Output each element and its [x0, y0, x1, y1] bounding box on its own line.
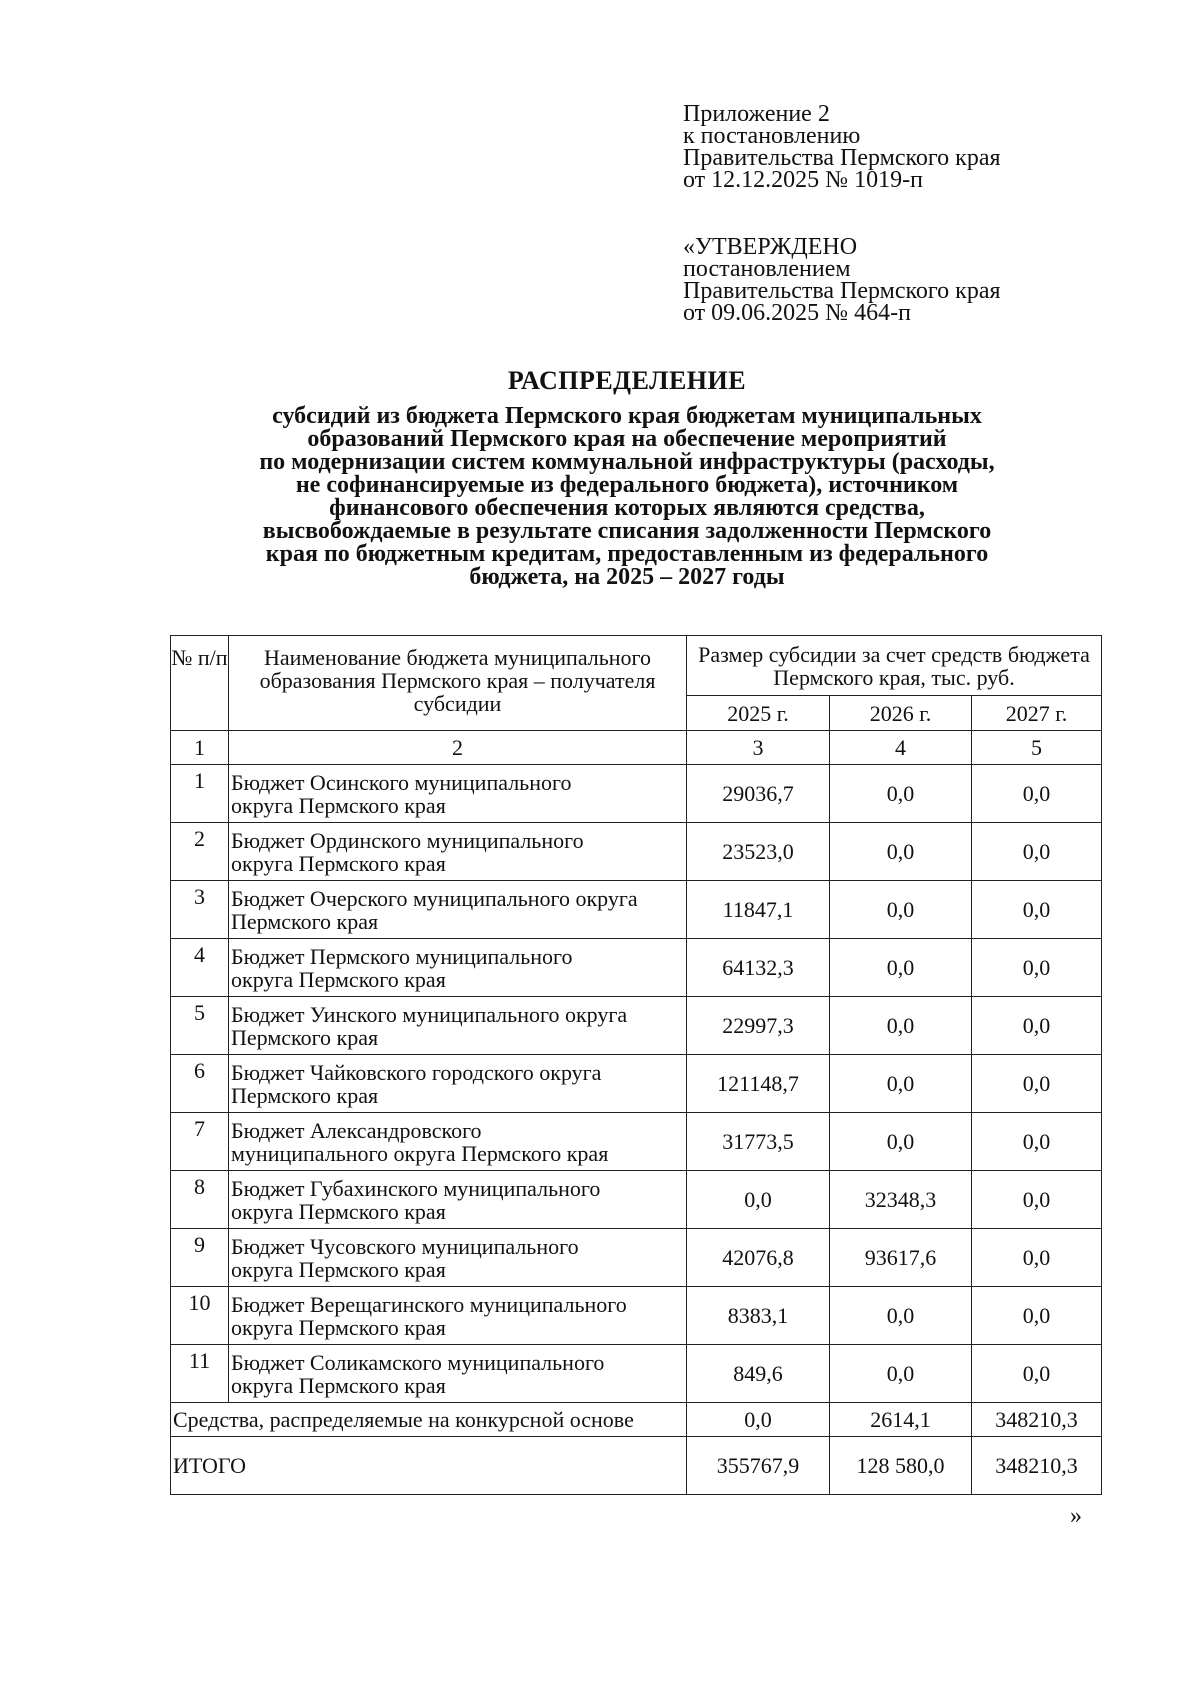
value-2027: 0,0: [972, 1287, 1102, 1345]
value-2025: 23523,0: [687, 823, 830, 881]
value-2026: 0,0: [830, 997, 972, 1055]
row-number: 11: [171, 1345, 229, 1403]
competitive-funds-label: Средства, распределяемые на конкурсной основе: [171, 1403, 687, 1437]
subtitle-line: не софинансируемые из федерального бюджета), источником: [295, 472, 959, 498]
row-number: 5: [171, 997, 229, 1055]
value-2025: 11847,1: [687, 881, 830, 939]
value-2026: 0,0: [830, 765, 972, 823]
value-2026: 0,0: [830, 1113, 972, 1171]
value-2025: 42076,8: [687, 1229, 830, 1287]
row-number: 8: [171, 1171, 229, 1229]
subtitle-line: края по бюджетным кредитам, предоставленным из федерального: [265, 541, 989, 567]
table-row: [171, 1287, 1102, 1345]
document-subtitle: [170, 405, 1084, 589]
table-row: [171, 881, 1102, 939]
value-2026: 0,0: [830, 939, 972, 997]
recipient-name: Бюджет Чусовского муниципального округа Пермского края: [229, 1229, 687, 1287]
value-2027: 0,0: [972, 1113, 1102, 1171]
total-2026: 128 580,0: [830, 1437, 972, 1495]
value-2026: 93617,6: [830, 1229, 972, 1287]
appendix-line: Приложение 2: [683, 101, 830, 127]
recipient-name: Бюджет Чайковского городского округа Пермского края: [229, 1055, 687, 1113]
recipient-name: Бюджет Пермского муниципального округа Пермского края: [229, 939, 687, 997]
row-number: 1: [171, 765, 229, 823]
appendix-line: от 12.12.2025 № 1019-п: [683, 167, 923, 193]
table-column-index-row: [171, 731, 1102, 765]
value-2026: 0,0: [830, 1345, 972, 1403]
total-label: ИТОГО: [171, 1437, 687, 1495]
recipient-name: Бюджет Осинского муниципального округа Пермского края: [229, 765, 687, 823]
subtitle-line: по модернизации систем коммунальной инфраструктуры (расходы,: [259, 449, 995, 475]
header-year-2026: 2026 г.: [830, 696, 972, 731]
recipient-name: Бюджет Очерского муниципального округа Пермского края: [229, 881, 687, 939]
total-2025: 355767,9: [687, 1437, 830, 1495]
header-subsidy-size: Размер субсидии за счет средств бюджета Пермского края, тыс. руб.: [687, 636, 1102, 696]
column-index: 5: [972, 731, 1102, 765]
value-2027: 0,0: [972, 1229, 1102, 1287]
approved-line: Правительства Пермского края: [683, 278, 1001, 304]
recipient-name: Бюджет Уинского муниципального округа Пермского края: [229, 997, 687, 1055]
value-2027: 348210,3: [972, 1403, 1102, 1437]
row-number: 4: [171, 939, 229, 997]
appendix-block: [683, 103, 1001, 191]
header-year-2025: 2025 г.: [687, 696, 830, 731]
value-2027: 0,0: [972, 997, 1102, 1055]
value-2025: 22997,3: [687, 997, 830, 1055]
value-2025: 849,6: [687, 1345, 830, 1403]
value-2027: 0,0: [972, 881, 1102, 939]
table-row: [171, 997, 1102, 1055]
header-number: № п/п: [171, 636, 229, 731]
row-number: 2: [171, 823, 229, 881]
subtitle-line: субсидий из бюджета Пермского края бюджетам муниципальных: [272, 403, 982, 429]
total-row: [171, 1437, 1102, 1495]
value-2025: 8383,1: [687, 1287, 830, 1345]
subsidy-table: [170, 635, 1102, 1495]
row-number: 6: [171, 1055, 229, 1113]
table-row: [171, 765, 1102, 823]
document-title: РАСПРЕДЕЛЕНИЕ: [507, 366, 747, 395]
competitive-funds-row: [171, 1403, 1102, 1437]
value-2027: 0,0: [972, 823, 1102, 881]
subtitle-line: финансового обеспечения которых являются средства,: [329, 495, 925, 521]
approved-block: [683, 236, 1001, 324]
subtitle-line: бюджета, на 2025 – 2027 годы: [469, 564, 785, 590]
column-index: 3: [687, 731, 830, 765]
approved-line: «УТВЕРЖДЕНО: [683, 234, 858, 260]
table-row: [171, 1055, 1102, 1113]
value-2027: 0,0: [972, 939, 1102, 997]
value-2026: 2614,1: [830, 1403, 972, 1437]
column-index: 1: [171, 731, 229, 765]
recipient-name: Бюджет Губахинского муниципального округа Пермского края: [229, 1171, 687, 1229]
header-recipient-name: Наименование бюджета муниципального образования Пермского края – получателя субсидии: [229, 636, 687, 731]
appendix-line: Правительства Пермского края: [683, 145, 1001, 171]
recipient-name: Бюджет Ординского муниципального округа Пермского края: [229, 823, 687, 881]
recipient-name: Бюджет Александровского муниципального округа Пермского края: [229, 1113, 687, 1171]
table-row: [171, 939, 1102, 997]
approved-line: постановлением: [683, 256, 851, 282]
column-index: 4: [830, 731, 972, 765]
value-2027: 0,0: [972, 765, 1102, 823]
value-2027: 0,0: [972, 1171, 1102, 1229]
table-header-row: [171, 636, 1102, 696]
row-number: 3: [171, 881, 229, 939]
row-number: 9: [171, 1229, 229, 1287]
value-2025: 121148,7: [687, 1055, 830, 1113]
value-2026: 0,0: [830, 881, 972, 939]
approved-line: от 09.06.2025 № 464-п: [683, 300, 911, 326]
recipient-name: Бюджет Верещагинского муниципального округа Пермского края: [229, 1287, 687, 1345]
subtitle-line: образований Пермского края на обеспечение мероприятий: [307, 426, 947, 452]
value-2025: 31773,5: [687, 1113, 830, 1171]
header-year-2027: 2027 г.: [972, 696, 1102, 731]
value-2025: 0,0: [687, 1403, 830, 1437]
subtitle-line: высвобождаемые в результате списания задолженности Пермского: [262, 518, 992, 544]
table-row: [171, 1229, 1102, 1287]
total-2027: 348210,3: [972, 1437, 1102, 1495]
value-2026: 0,0: [830, 1055, 972, 1113]
table-row: [171, 823, 1102, 881]
value-2026: 0,0: [830, 1287, 972, 1345]
row-number: 10: [171, 1287, 229, 1345]
closing-quote: »: [1070, 1503, 1082, 1529]
value-2027: 0,0: [972, 1345, 1102, 1403]
value-2025: 0,0: [687, 1171, 830, 1229]
value-2026: 32348,3: [830, 1171, 972, 1229]
row-number: 7: [171, 1113, 229, 1171]
recipient-name: Бюджет Соликамского муниципального округа Пермского края: [229, 1345, 687, 1403]
value-2025: 64132,3: [687, 939, 830, 997]
column-index: 2: [229, 731, 687, 765]
value-2027: 0,0: [972, 1055, 1102, 1113]
value-2025: 29036,7: [687, 765, 830, 823]
table-row: [171, 1345, 1102, 1403]
table-row: [171, 1171, 1102, 1229]
table-row: [171, 1113, 1102, 1171]
value-2026: 0,0: [830, 823, 972, 881]
appendix-line: к постановлению: [683, 123, 861, 149]
